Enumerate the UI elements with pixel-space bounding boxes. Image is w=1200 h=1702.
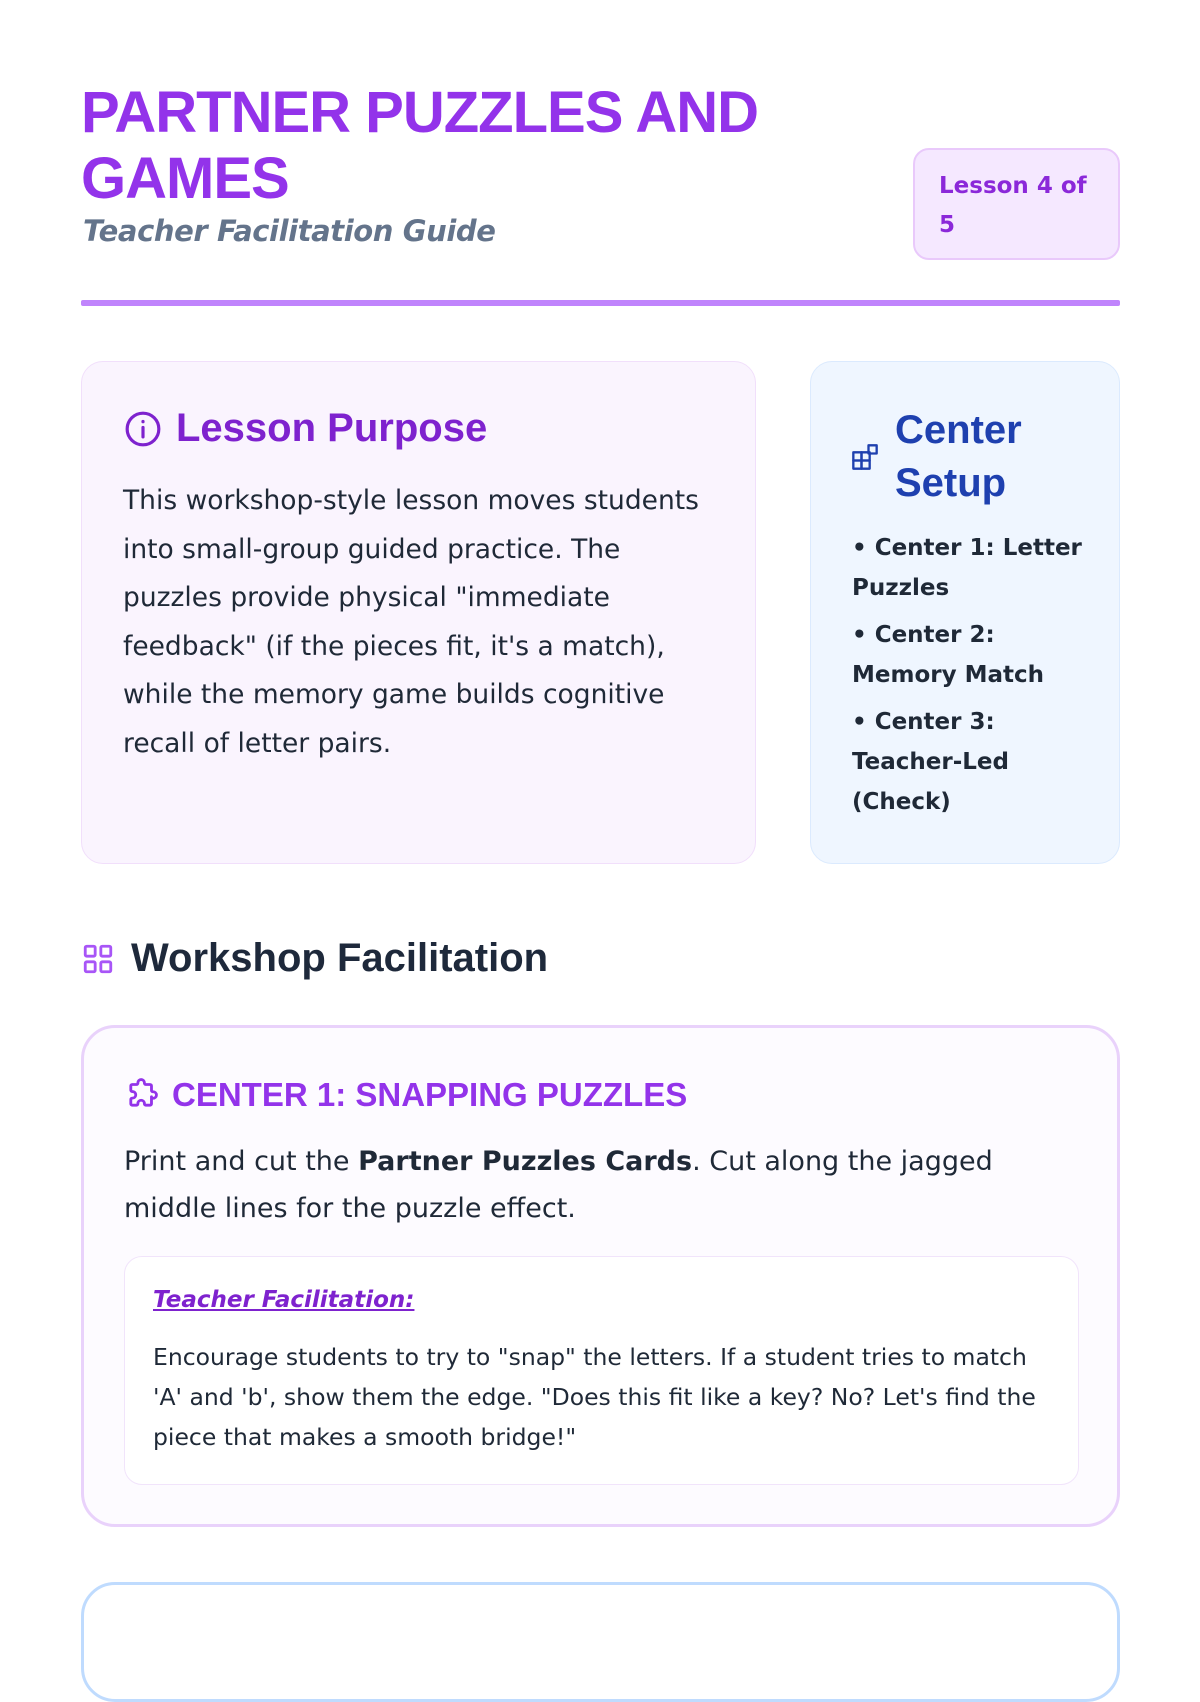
info-icon — [124, 410, 162, 448]
lesson-purpose-text: This workshop-style lesson moves students into small-group guided practice. The puzzles provide physical "immediate feedback" (if the pieces fit, it's a match), while the memory game builds cognitive recall of letter pairs. — [123, 485, 699, 759]
puzzle-icon — [124, 1078, 158, 1112]
lesson-purpose-card — [81, 361, 756, 864]
teacher-facilitation-box — [124, 1256, 1079, 1485]
center-1-heading — [124, 1076, 687, 1114]
blocks-icon — [851, 443, 879, 471]
center-1-title: CENTER 1: SNAPPING PUZZLES — [172, 1076, 688, 1113]
center-1-text-end: . Cut along the jagged middle lines for the puzzle effect. — [124, 1146, 993, 1224]
teacher-facilitation-label: Teacher Facilitation: — [153, 1287, 415, 1313]
header-divider — [81, 300, 1120, 306]
workshop-title: Workshop Facilitation — [131, 936, 549, 980]
center-setup-list — [852, 528, 1092, 829]
center-setup-item: • Center 2: Memory Match — [852, 615, 1092, 695]
page-header — [81, 80, 1120, 300]
center-1-card — [81, 1025, 1120, 1527]
lesson-purpose-title: Lesson Purpose — [176, 406, 488, 450]
center-1-instructions — [124, 1138, 1084, 1232]
lesson-badge: Lesson 4 of 5 — [913, 148, 1120, 260]
center-setup-title: Center Setup — [895, 408, 1022, 505]
teacher-facilitation-text: Encourage students to try to "snap" the letters. If a student tries to match 'A' and 'b', show them the edge. "Does this fit like a key? No? Let's find the piece that makes a smooth bridge!" — [153, 1343, 1036, 1451]
workshop-heading — [81, 936, 548, 981]
next-center-card — [81, 1582, 1120, 1702]
lesson-purpose-heading — [124, 406, 487, 451]
page-subtitle: Teacher Facilitation Guide — [83, 214, 496, 248]
center-setup-item: • Center 1: Letter Puzzles — [852, 528, 1092, 608]
center-setup-card — [810, 361, 1120, 864]
center-1-text-start: Print and cut the — [124, 1146, 359, 1177]
center-setup-heading — [851, 404, 1101, 510]
grid-icon — [81, 942, 115, 976]
page-title: PARTNER PUZZLES AND GAMES — [81, 80, 758, 211]
center-setup-item: • Center 3: Teacher-Led (Check) — [852, 702, 1092, 822]
partner-puzzles-cards-label: Partner Puzzles Cards — [358, 1146, 693, 1177]
